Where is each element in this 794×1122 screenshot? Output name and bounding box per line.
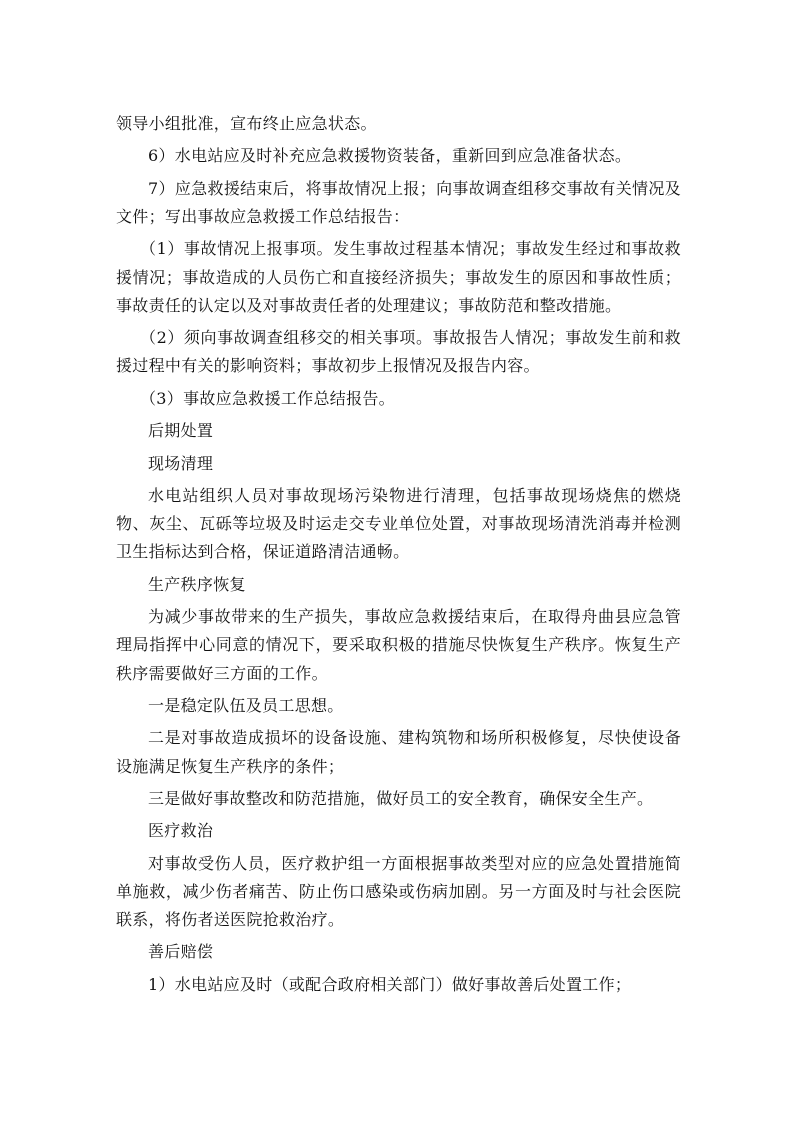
section-heading-site-cleanup: 现场清理: [148, 453, 214, 473]
section-heading-production-recovery: 生产秩序恢复: [148, 574, 246, 594]
paragraph-production-recovery: 为减少事故带来的生产损失，事故应急救援结束后，在取得舟曲县应急管理局指挥中心同意的情况下，要采取积极的措施尽快恢复生产秩序。恢复生产秩序需要做好三方面的工作。: [116, 607, 681, 683]
paragraph-site-cleanup: 水电站组织人员对事故现场污染物进行清理，包括事故现场烧焦的燃烧物、灰尘、瓦砾等垃圾及时运走交专业单位处置，对事故现场清洗消毒并检测卫生指标达到合格，保证道路清洁通畅。: [116, 485, 681, 562]
paragraph-recovery-point-1: 一是稳定队伍及员工思想。: [148, 695, 344, 715]
section-heading-aftermath: 后期处置: [148, 421, 214, 441]
paragraph-continuation: 领导小组批准，宣布终止应急状态。: [116, 114, 377, 133]
paragraph-recovery-point-3: 三是做好事故整改和防范措施，做好员工的安全教育，确保安全生产。: [148, 788, 654, 808]
paragraph-subitem-2: （2）须向事故调查组移交的相关事项。事故报告人情况；事故发生前和救援过程中有关的影响资料；事故初步上报情况及报告内容。: [116, 328, 681, 376]
paragraph-recovery-point-2: 二是对事故造成损坏的设备设施、建构筑物和场所积极修复，尽快使设备设施满足恢复生产秩序的条件；: [116, 728, 681, 776]
section-heading-medical-treatment: 医疗救治: [148, 821, 214, 841]
paragraph-subitem-1: （1）事故情况上报事项。发生事故过程基本情况；事故发生经过和事故救援情况；事故造成的人员伤亡和直接经济损失；事故发生的原因和事故性质；事故责任的认定以及对事故责任者的处理建议；事故防范和整改措施。: [116, 239, 681, 315]
document-body: [116, 110, 681, 1003]
paragraph-medical-treatment: 对事故受伤人员，医疗救护组一方面根据事故类型对应的应急处置措施简单施救，减少伤者痛苦、防止伤口感染或伤病加剧。另一方面及时与社会医院联系，将伤者送医院抢救治疗。: [116, 853, 681, 930]
paragraph-subitem-3: （3）事故应急救援工作总结报告。: [140, 388, 395, 408]
section-heading-compensation: 善后赔偿: [148, 942, 214, 962]
paragraph-item-6: 6）水电站应及时补充应急救援物资装备，重新回到应急准备状态。: [148, 146, 632, 166]
paragraph-item-7: 7）应急救援结束后，将事故情况上报；向事故调查组移交事故有关情况及文件；写出事故应急救援工作总结报告：: [116, 178, 681, 226]
paragraph-compensation-item-1: 1）水电站应及时（或配合政府相关部门）做好事故善后处置工作；: [148, 974, 632, 994]
